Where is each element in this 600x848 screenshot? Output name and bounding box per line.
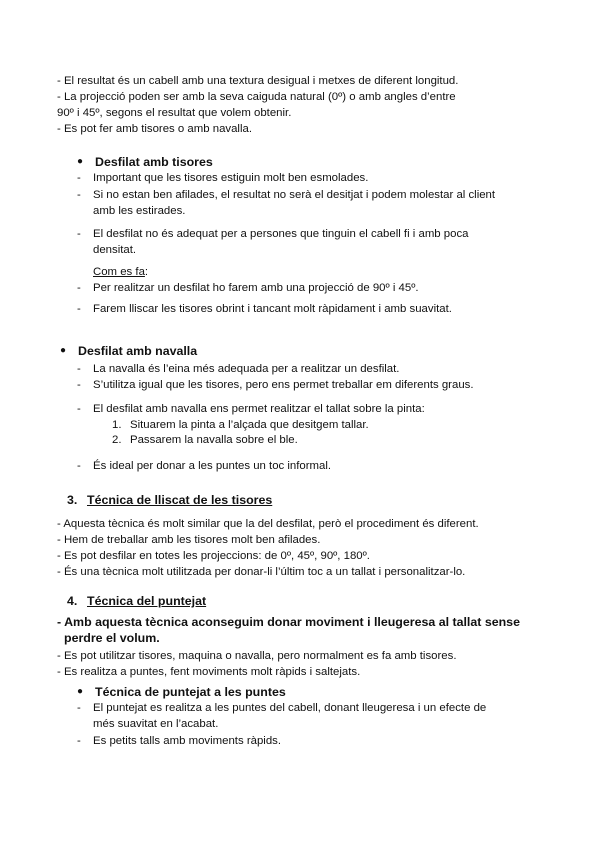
como-es-fa-label [93,264,148,280]
intro-line-1: - El resultat és un cabell amb una textura desigual i metxes de diferent longitud. [57,75,459,87]
dash-marker: - [77,363,81,375]
list-item: Farem lliscar les tisores obrint i tancant molt ràpidament i amb suavitat. [93,303,452,315]
list-item: El desfilat amb navalla ens permet realitzar el tallat sobre la pinta: [93,403,425,415]
list-item: Es petits talls amb moviments ràpids. [93,735,282,747]
list-item: El desfilat no és adequat per a persones que tinguin el cabell fi i amb poca [93,228,469,240]
section-3-line: - Hem de treballar amb les tisores molt ben afilades. [57,534,321,546]
section-4-lead: - Amb aquesta tècnica aconseguim donar moviment i lleugeresa al tallat sense [57,615,520,629]
heading-desfilat-tisores: Desfilat amb tisores [95,155,213,169]
bullet-icon: ● [60,345,67,356]
list-item-continuation: densitat. [93,244,137,256]
dash-marker: - [77,379,81,391]
step-text: Situarem la pinta a l’alçada que desitgem tallar. [130,419,369,431]
intro-line-3: 90º i 45º, segons el resultat que volem obtenir. [57,107,292,119]
section-3-line: - És una tècnica molt utilitzada per donar-li l’últim toc a un tallat i personalitzar-lo. [57,566,466,578]
list-item: S’utilitza igual que les tisores, pero ens permet treballar em diferents graus. [93,379,474,391]
intro-line-4: - Es pot fer amb tisores o amb navalla. [57,123,252,135]
dash-marker: - [77,460,81,472]
list-item: Per realitzar un desfilat ho farem amb una projecció de 90º i 45º. [93,282,419,294]
list-item: El puntejat es realitza a les puntes del cabell, donant lleugeresa i un efecte de [93,702,487,714]
section-3-title: Técnica de lliscat de les tisores [87,493,273,507]
list-item-continuation: més suavitat en l’acabat. [93,718,219,730]
list-item: La navalla és l’eina més adequada per a realitzar un desfilat. [93,363,400,375]
section-3-line: - Aquesta tècnica és molt similar que la del desfilat, però el procediment és diferent. [57,518,479,530]
dash-marker: - [77,702,81,714]
step-text: Passarem la navalla sobre el ble. [130,434,298,446]
bullet-icon: ● [77,686,84,697]
section-4-line: - Es realitza a puntes, fent moviments molt ràpids i saltejats. [57,666,361,678]
dash-marker: - [77,282,81,294]
section-4-lead-continuation: perdre el volum. [64,631,160,645]
intro-line-2: - La projecció poden ser amb la seva caiguda natural (0º) o amb angles d’entre [57,91,456,103]
list-item: Important que les tisores estiguin molt ben esmolades. [93,172,369,184]
dash-marker: - [77,403,81,415]
dash-marker: - [77,228,81,240]
dash-marker: - [77,303,81,315]
list-item: Si no estan ben afilades, el resultat no serà el desitjat i podem molestar al client [93,189,496,201]
step-number: 1. [112,419,122,431]
step-number: 2. [112,434,122,446]
section-3-line: - Es pot desfilar en totes les projeccions: de 0º, 45º, 90º, 180º. [57,550,370,562]
dash-marker: - [77,189,81,201]
dash-marker: - [77,735,81,747]
dash-marker: - [77,172,81,184]
section-4-title: Técnica del puntejat [87,594,207,608]
section-3-number: 3. [67,493,78,507]
como-es-fa-colon: : [144,266,149,278]
como-es-fa-text: Com es fa [93,266,145,278]
section-4-line: - Es pot utilitzar tisores, maquina o navalla, pero normalment es fa amb tisores. [57,650,457,662]
heading-desfilat-navalla: Desfilat amb navalla [78,344,198,358]
section-4-number: 4. [67,594,78,608]
list-item: És ideal per donar a les puntes un toc informal. [93,460,332,472]
heading-puntejat-puntes: Técnica de puntejat a les puntes [95,685,286,699]
bullet-icon: ● [77,156,84,167]
list-item-continuation: amb les estirades. [93,205,186,217]
